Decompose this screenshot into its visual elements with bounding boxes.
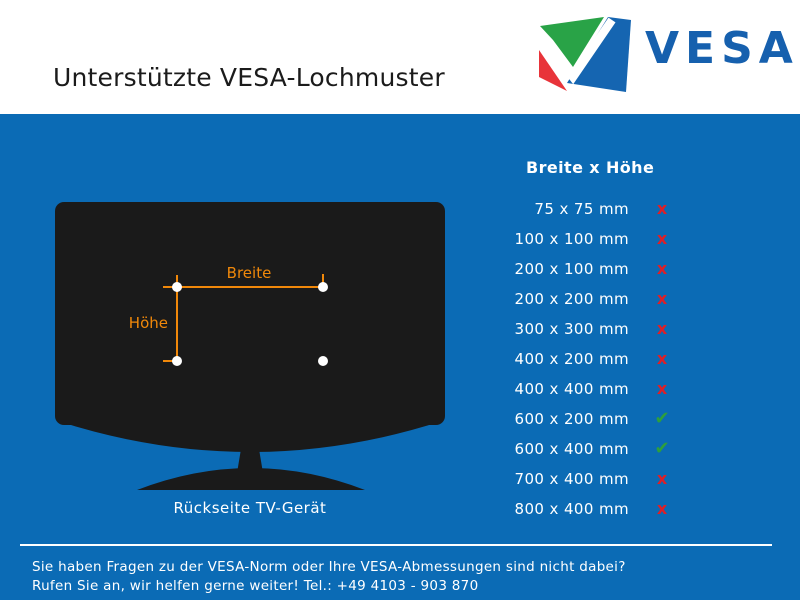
size-table [510, 194, 710, 524]
table-row [510, 224, 710, 254]
size-label: 400 x 400 mm [514, 380, 629, 398]
footer-line1: Sie haben Fragen zu der VESA-Norm oder Ihre VESA-Abmessungen sind nicht dabei? [32, 559, 626, 575]
x-icon: x [656, 229, 668, 248]
hole-bottom-right [318, 356, 328, 366]
page-title: Unterstützte VESA-Lochmuster [53, 63, 445, 92]
x-icon: x [656, 289, 668, 308]
size-label: 200 x 200 mm [514, 290, 629, 308]
tv-rear-diagram [0, 115, 500, 545]
vesa-logo-wordmark: VESA [645, 23, 799, 74]
x-icon: x [656, 349, 668, 368]
x-icon: x [656, 499, 668, 518]
size-label: 300 x 300 mm [514, 320, 629, 338]
height-label: Höhe [128, 314, 168, 332]
table-row [510, 434, 710, 464]
footer-text [32, 558, 626, 596]
size-label: 100 x 100 mm [514, 230, 629, 248]
size-label: 800 x 400 mm [514, 500, 629, 518]
table-header: Breite x Höhe [526, 158, 655, 177]
hole-bottom-left [172, 356, 182, 366]
tv-body [55, 202, 445, 425]
footer-divider [20, 544, 772, 546]
table-row [510, 494, 710, 524]
x-icon: x [656, 259, 668, 278]
size-label: 600 x 200 mm [514, 410, 629, 428]
hole-top-left [172, 282, 182, 292]
table-row [510, 374, 710, 404]
size-label: 200 x 100 mm [514, 260, 629, 278]
x-icon: x [656, 379, 668, 398]
table-row [510, 344, 710, 374]
hole-top-right [318, 282, 328, 292]
table-row [510, 464, 710, 494]
table-row [510, 284, 710, 314]
width-label: Breite [226, 264, 272, 282]
content-area [0, 114, 800, 600]
x-icon: x [656, 469, 668, 488]
check-icon: ✔ [654, 408, 670, 429]
size-label: 75 x 75 mm [534, 200, 629, 218]
check-icon: ✔ [654, 438, 670, 459]
tv-stand-base [137, 468, 365, 490]
table-row [510, 194, 710, 224]
size-label: 400 x 200 mm [514, 350, 629, 368]
table-row [510, 404, 710, 434]
vesa-logo-icon [536, 13, 636, 95]
footer-line2: Rufen Sie an, wir helfen gerne weiter! Tel.: +49 4103 - 903 870 [32, 578, 479, 594]
x-icon: x [656, 319, 668, 338]
x-icon: x [656, 199, 668, 218]
size-label: 600 x 400 mm [514, 440, 629, 458]
size-label: 700 x 400 mm [514, 470, 629, 488]
table-row [510, 314, 710, 344]
tv-caption: Rückseite TV-Gerät [173, 499, 327, 517]
table-row [510, 254, 710, 284]
